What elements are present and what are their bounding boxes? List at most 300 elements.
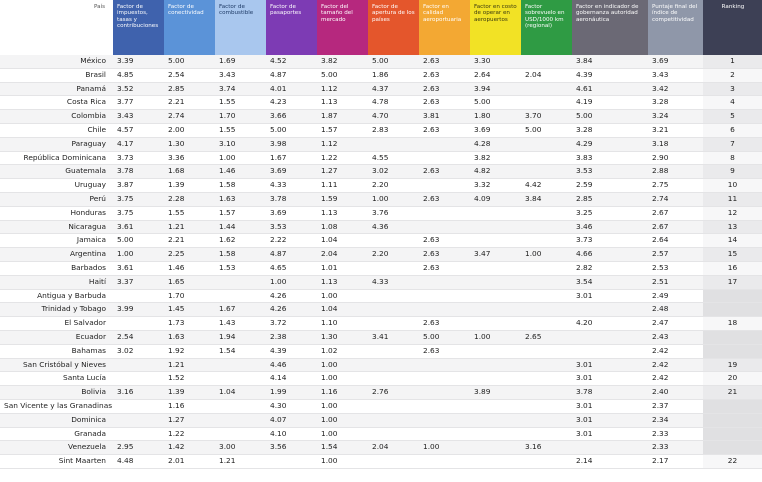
value-cell: 1.27 — [164, 413, 215, 427]
header-country: País — [0, 0, 113, 55]
rank-cell: 3 — [703, 82, 762, 96]
value-cell: 3.73 — [113, 151, 164, 165]
value-cell: 3.84 — [521, 192, 572, 206]
value-cell: 2.47 — [648, 317, 703, 331]
value-cell: 4.37 — [368, 82, 419, 96]
value-cell: 4.66 — [572, 248, 648, 262]
value-cell: 3.98 — [266, 137, 317, 151]
country-cell: Argentina — [0, 248, 113, 262]
value-cell: 3.75 — [113, 206, 164, 220]
country-cell: Santa Lucía — [0, 372, 113, 386]
table-row — [0, 358, 762, 372]
value-cell: 2.53 — [648, 261, 703, 275]
value-cell — [521, 372, 572, 386]
value-cell: 1.11 — [317, 179, 368, 193]
value-cell — [470, 372, 521, 386]
value-cell — [368, 317, 419, 331]
value-cell — [521, 386, 572, 400]
country-cell: Haití — [0, 275, 113, 289]
table-row — [0, 165, 762, 179]
country-cell: Bolivia — [0, 386, 113, 400]
value-cell — [470, 344, 521, 358]
value-cell: 1.16 — [164, 399, 215, 413]
value-cell: 2.37 — [648, 399, 703, 413]
rank-cell: 16 — [703, 261, 762, 275]
value-cell: 2.14 — [572, 455, 648, 469]
value-cell: 5.00 — [521, 123, 572, 137]
country-cell: Honduras — [0, 206, 113, 220]
country-cell: Chile — [0, 123, 113, 137]
rank-cell — [703, 344, 762, 358]
value-cell: 1.08 — [317, 220, 368, 234]
table-row — [0, 427, 762, 441]
rank-cell — [703, 413, 762, 427]
rank-cell: 4 — [703, 96, 762, 110]
value-cell — [521, 413, 572, 427]
value-cell: 2.04 — [521, 68, 572, 82]
value-cell: 3.37 — [113, 275, 164, 289]
value-cell — [215, 413, 266, 427]
rank-cell: 6 — [703, 123, 762, 137]
value-cell: 1.87 — [317, 110, 368, 124]
value-cell: 2.21 — [164, 96, 215, 110]
value-cell: 1.10 — [317, 317, 368, 331]
value-cell: 4.26 — [266, 303, 317, 317]
value-cell — [368, 455, 419, 469]
rank-cell — [703, 289, 762, 303]
value-cell: 4.10 — [266, 427, 317, 441]
header-tax-factor: Factor de impuestos, tasas y contribuciones — [113, 0, 164, 55]
value-cell: 3.24 — [648, 110, 703, 124]
value-cell — [215, 358, 266, 372]
table-row — [0, 399, 762, 413]
country-cell: Colombia — [0, 110, 113, 124]
value-cell: 3.66 — [266, 110, 317, 124]
country-cell: San Cristóbal y Nieves — [0, 358, 113, 372]
value-cell: 1.52 — [164, 372, 215, 386]
value-cell: 4.52 — [266, 55, 317, 68]
country-cell: Jamaica — [0, 234, 113, 248]
value-cell: 2.63 — [419, 82, 470, 96]
value-cell — [419, 289, 470, 303]
value-cell: 2.64 — [648, 234, 703, 248]
value-cell: 3.47 — [470, 248, 521, 262]
value-cell — [368, 234, 419, 248]
value-cell: 1.59 — [317, 192, 368, 206]
value-cell: 1.70 — [164, 289, 215, 303]
value-cell — [419, 455, 470, 469]
value-cell: 2.54 — [113, 330, 164, 344]
value-cell: 2.42 — [648, 344, 703, 358]
country-cell: Paraguay — [0, 137, 113, 151]
value-cell — [470, 358, 521, 372]
value-cell: 3.69 — [266, 206, 317, 220]
value-cell: 3.10 — [215, 137, 266, 151]
value-cell: 4.20 — [572, 317, 648, 331]
value-cell: 2.20 — [368, 248, 419, 262]
value-cell: 3.52 — [113, 82, 164, 96]
value-cell: 3.69 — [470, 123, 521, 137]
value-cell: 2.63 — [419, 55, 470, 68]
value-cell: 2.17 — [648, 455, 703, 469]
rank-cell: 17 — [703, 275, 762, 289]
value-cell — [521, 234, 572, 248]
value-cell: 3.94 — [470, 82, 521, 96]
value-cell: 3.69 — [266, 165, 317, 179]
value-cell: 1.13 — [317, 275, 368, 289]
value-cell: 4.17 — [113, 137, 164, 151]
value-cell: 3.36 — [164, 151, 215, 165]
rank-cell — [703, 441, 762, 455]
value-cell: 1.00 — [521, 248, 572, 262]
value-cell — [419, 151, 470, 165]
country-cell: Sint Maarten — [0, 455, 113, 469]
value-cell: 1.04 — [215, 386, 266, 400]
value-cell — [470, 289, 521, 303]
rank-cell: 8 — [703, 151, 762, 165]
header-passport-factor: Factor de pasaportes — [266, 0, 317, 55]
country-cell: México — [0, 55, 113, 68]
value-cell: 3.99 — [113, 303, 164, 317]
value-cell: 5.00 — [470, 96, 521, 110]
value-cell: 1.69 — [215, 55, 266, 68]
value-cell: 2.22 — [266, 234, 317, 248]
value-cell: 4.07 — [266, 413, 317, 427]
value-cell: 1.45 — [164, 303, 215, 317]
value-cell: 2.54 — [164, 68, 215, 82]
table-row — [0, 317, 762, 331]
value-cell: 3.01 — [572, 399, 648, 413]
value-cell: 1.00 — [470, 330, 521, 344]
value-cell — [521, 261, 572, 275]
value-cell: 2.20 — [368, 179, 419, 193]
country-cell: El Salvador — [0, 317, 113, 331]
value-cell: 3.69 — [648, 55, 703, 68]
header-fuel-factor: Factor de combustible — [215, 0, 266, 55]
value-cell — [368, 399, 419, 413]
value-cell: 2.33 — [648, 441, 703, 455]
value-cell: 3.73 — [572, 234, 648, 248]
value-cell: 2.74 — [164, 110, 215, 124]
value-cell — [419, 220, 470, 234]
header-market-size-factor: Factor del tamaño del mercado — [317, 0, 368, 55]
value-cell: 1.58 — [215, 179, 266, 193]
value-cell: 1.57 — [317, 123, 368, 137]
header-overflight-factor: Factor sobrevuelo en USD/1000 km (regional) — [521, 0, 572, 55]
table-row — [0, 275, 762, 289]
value-cell: 3.02 — [113, 344, 164, 358]
value-cell: 4.33 — [368, 275, 419, 289]
value-cell: 1.00 — [317, 427, 368, 441]
value-cell: 3.87 — [113, 179, 164, 193]
value-cell: 1.67 — [266, 151, 317, 165]
value-cell — [113, 289, 164, 303]
value-cell: 2.04 — [368, 441, 419, 455]
table-row — [0, 192, 762, 206]
value-cell — [521, 399, 572, 413]
value-cell: 2.49 — [648, 289, 703, 303]
value-cell: 4.55 — [368, 151, 419, 165]
value-cell: 1.00 — [317, 358, 368, 372]
value-cell: 1.70 — [215, 110, 266, 124]
value-cell: 1.99 — [266, 386, 317, 400]
value-cell — [368, 413, 419, 427]
value-cell: 3.78 — [572, 386, 648, 400]
value-cell: 1.22 — [317, 151, 368, 165]
table-row — [0, 110, 762, 124]
value-cell: 3.77 — [113, 96, 164, 110]
value-cell — [521, 455, 572, 469]
country-cell: Antigua y Barbuda — [0, 289, 113, 303]
value-cell: 3.61 — [113, 220, 164, 234]
country-cell: Bahamas — [0, 344, 113, 358]
country-cell: Uruguay — [0, 179, 113, 193]
value-cell: 2.63 — [419, 68, 470, 82]
value-cell: 1.27 — [317, 165, 368, 179]
value-cell: 1.30 — [164, 137, 215, 151]
value-cell: 1.30 — [317, 330, 368, 344]
value-cell: 3.01 — [572, 413, 648, 427]
table-row — [0, 261, 762, 275]
value-cell: 1.00 — [317, 455, 368, 469]
value-cell — [419, 137, 470, 151]
value-cell: 4.09 — [470, 192, 521, 206]
value-cell: 4.39 — [266, 344, 317, 358]
country-cell: Costa Rica — [0, 96, 113, 110]
value-cell — [521, 55, 572, 68]
value-cell: 1.00 — [317, 413, 368, 427]
value-cell: 4.23 — [266, 96, 317, 110]
value-cell: 3.02 — [368, 165, 419, 179]
table-row — [0, 386, 762, 400]
table-row — [0, 248, 762, 262]
header-connectivity-factor: Factor de conectividad — [164, 0, 215, 55]
table-row — [0, 82, 762, 96]
header-row — [0, 0, 762, 55]
value-cell — [521, 165, 572, 179]
value-cell: 1.39 — [164, 179, 215, 193]
value-cell: 5.00 — [317, 68, 368, 82]
value-cell: 1.65 — [164, 275, 215, 289]
rank-cell: 18 — [703, 317, 762, 331]
value-cell: 2.65 — [521, 330, 572, 344]
value-cell: 1.46 — [215, 165, 266, 179]
value-cell — [470, 206, 521, 220]
value-cell: 3.75 — [113, 192, 164, 206]
value-cell: 5.00 — [266, 123, 317, 137]
value-cell: 5.00 — [368, 55, 419, 68]
value-cell: 2.38 — [266, 330, 317, 344]
value-cell — [113, 427, 164, 441]
value-cell: 4.19 — [572, 96, 648, 110]
value-cell — [419, 206, 470, 220]
value-cell — [521, 344, 572, 358]
value-cell — [521, 206, 572, 220]
value-cell: 3.42 — [648, 82, 703, 96]
value-cell: 2.63 — [419, 192, 470, 206]
value-cell: 2.88 — [648, 165, 703, 179]
value-cell: 2.63 — [419, 96, 470, 110]
table-row — [0, 55, 762, 68]
country-cell: Granada — [0, 427, 113, 441]
rank-cell: 7 — [703, 137, 762, 151]
rank-cell: 12 — [703, 206, 762, 220]
value-cell: 1.94 — [215, 330, 266, 344]
value-cell — [113, 413, 164, 427]
value-cell: 1.21 — [164, 358, 215, 372]
country-cell: San Vicente y las Granadinas — [0, 399, 113, 413]
value-cell — [368, 261, 419, 275]
table-row — [0, 137, 762, 151]
rank-cell — [703, 427, 762, 441]
value-cell — [368, 358, 419, 372]
value-cell: 2.63 — [419, 261, 470, 275]
value-cell: 3.53 — [266, 220, 317, 234]
value-cell: 2.83 — [368, 123, 419, 137]
value-cell: 1.55 — [215, 96, 266, 110]
value-cell: 2.85 — [572, 192, 648, 206]
value-cell: 2.85 — [164, 82, 215, 96]
rank-cell: 13 — [703, 220, 762, 234]
value-cell: 2.40 — [648, 386, 703, 400]
value-cell — [572, 441, 648, 455]
value-cell: 1.12 — [317, 82, 368, 96]
value-cell — [521, 96, 572, 110]
value-cell: 2.82 — [572, 261, 648, 275]
value-cell: 5.00 — [572, 110, 648, 124]
country-cell: Barbados — [0, 261, 113, 275]
value-cell: 1.00 — [215, 151, 266, 165]
value-cell: 3.78 — [266, 192, 317, 206]
value-cell: 1.44 — [215, 220, 266, 234]
value-cell: 4.14 — [266, 372, 317, 386]
value-cell: 4.29 — [572, 137, 648, 151]
value-cell — [368, 289, 419, 303]
value-cell: 1.00 — [317, 399, 368, 413]
value-cell: 4.39 — [572, 68, 648, 82]
value-cell — [470, 261, 521, 275]
value-cell: 4.87 — [266, 248, 317, 262]
value-cell: 1.42 — [164, 441, 215, 455]
value-cell: 2.21 — [164, 234, 215, 248]
value-cell: 2.43 — [648, 330, 703, 344]
value-cell: 1.21 — [215, 455, 266, 469]
country-cell: Ecuador — [0, 330, 113, 344]
value-cell: 4.26 — [266, 289, 317, 303]
value-cell: 1.55 — [164, 206, 215, 220]
value-cell: 1.12 — [317, 137, 368, 151]
value-cell: 1.63 — [164, 330, 215, 344]
value-cell: 2.25 — [164, 248, 215, 262]
value-cell: 1.68 — [164, 165, 215, 179]
country-cell: República Dominicana — [0, 151, 113, 165]
value-cell — [266, 455, 317, 469]
value-cell: 5.00 — [419, 330, 470, 344]
value-cell — [521, 289, 572, 303]
value-cell: 3.54 — [572, 275, 648, 289]
value-cell: 3.74 — [215, 82, 266, 96]
value-cell — [572, 330, 648, 344]
value-cell: 3.83 — [572, 151, 648, 165]
value-cell: 3.28 — [572, 123, 648, 137]
value-cell — [419, 427, 470, 441]
country-cell: Guatemala — [0, 165, 113, 179]
value-cell: 4.46 — [266, 358, 317, 372]
value-cell — [572, 344, 648, 358]
value-cell: 2.95 — [113, 441, 164, 455]
value-cell: 2.76 — [368, 386, 419, 400]
value-cell: 1.00 — [317, 372, 368, 386]
value-cell: 4.57 — [113, 123, 164, 137]
value-cell: 3.39 — [113, 55, 164, 68]
value-cell: 1.67 — [215, 303, 266, 317]
value-cell — [419, 179, 470, 193]
value-cell: 4.42 — [521, 179, 572, 193]
value-cell: 1.16 — [317, 386, 368, 400]
header-ranking: Ranking — [703, 0, 762, 55]
value-cell: 2.57 — [648, 248, 703, 262]
value-cell: 4.33 — [266, 179, 317, 193]
value-cell: 1.92 — [164, 344, 215, 358]
header-airport-cost-factor: Factor en costo de operar en aeropuertos — [470, 0, 521, 55]
value-cell: 3.70 — [521, 110, 572, 124]
value-cell: 1.04 — [317, 234, 368, 248]
value-cell: 2.63 — [419, 165, 470, 179]
value-cell: 1.21 — [164, 220, 215, 234]
value-cell: 1.43 — [215, 317, 266, 331]
rank-cell: 9 — [703, 165, 762, 179]
value-cell — [368, 344, 419, 358]
value-cell — [470, 220, 521, 234]
value-cell: 1.00 — [266, 275, 317, 289]
value-cell: 3.84 — [572, 55, 648, 68]
country-cell: Dominica — [0, 413, 113, 427]
value-cell — [521, 317, 572, 331]
value-cell — [419, 372, 470, 386]
value-cell: 1.01 — [317, 261, 368, 275]
rank-cell: 11 — [703, 192, 762, 206]
rank-cell: 5 — [703, 110, 762, 124]
value-cell: 3.53 — [572, 165, 648, 179]
value-cell: 4.65 — [266, 261, 317, 275]
rank-cell: 15 — [703, 248, 762, 262]
value-cell: 4.70 — [368, 110, 419, 124]
value-cell: 2.51 — [648, 275, 703, 289]
value-cell: 1.80 — [470, 110, 521, 124]
table-row — [0, 372, 762, 386]
value-cell — [368, 372, 419, 386]
value-cell: 3.01 — [572, 427, 648, 441]
value-cell: 3.16 — [113, 386, 164, 400]
value-cell: 3.21 — [648, 123, 703, 137]
header-airport-quality-factor: Factor en calidad aeroportuaria — [419, 0, 470, 55]
value-cell: 3.01 — [572, 289, 648, 303]
value-cell: 3.30 — [470, 55, 521, 68]
value-cell — [470, 234, 521, 248]
table-row — [0, 344, 762, 358]
value-cell: 1.57 — [215, 206, 266, 220]
table-row — [0, 220, 762, 234]
value-cell: 2.01 — [164, 455, 215, 469]
value-cell: 5.00 — [164, 55, 215, 68]
value-cell: 1.00 — [317, 289, 368, 303]
value-cell: 3.01 — [572, 372, 648, 386]
value-cell: 3.61 — [113, 261, 164, 275]
value-cell: 2.28 — [164, 192, 215, 206]
value-cell: 2.67 — [648, 206, 703, 220]
value-cell — [215, 427, 266, 441]
value-cell — [113, 372, 164, 386]
